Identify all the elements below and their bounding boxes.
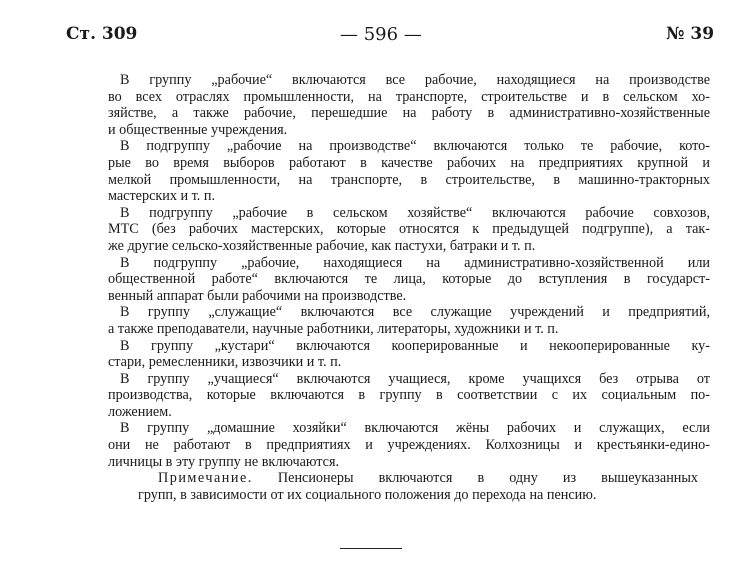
text-line: В группу „домашние хозяйки“ включаются жёны рабочих и служащих, если [120, 420, 710, 437]
text-line: личницы в эту группу не включаются. [108, 453, 340, 470]
text-line: производства, которые включаются в группу в соответствии с их социальным по- [108, 387, 710, 404]
paragraph-administrative-workers [108, 254, 710, 305]
text-line: рые во время выборов работают в качестве рабочих на предприятиях крупной и [108, 154, 710, 171]
text-line: венный аппарат были рабочими на производстве. [108, 287, 407, 304]
text-line: групп, в зависимости от их социального положения до перехода на пенсию. [138, 486, 597, 503]
text-line [158, 470, 698, 487]
text-line: В подгруппу „рабочие, находящиеся на административно-хозяйственной или [120, 254, 710, 271]
column-number: Ст. 309 [66, 24, 138, 44]
text-line: В подгруппу „рабочие в сельском хозяйстве“ включаются рабочие совхозов, [120, 204, 710, 221]
text-line: В группу „рабочие“ включаются все рабочие, находящиеся на производстве [120, 72, 710, 88]
paragraph-production-workers [108, 138, 710, 205]
text-line: ложением. [108, 403, 172, 420]
note-text: Пенсионеры включаются в одну из вышеуказанных [277, 470, 698, 487]
paragraph-employees [108, 304, 710, 337]
footer-divider [340, 548, 402, 549]
paragraph-students [108, 370, 710, 421]
text-line: В группу „учащиеся“ включаются учащиеся, кроме учащихся без отрыва от [120, 370, 710, 387]
document-body [108, 72, 710, 503]
text-line: В группу „служащие“ включаются все служащие учреждений и предприятий, [120, 304, 710, 321]
text-line: общественной работе“ включаются те лица, которые до вступления в государст- [108, 271, 710, 288]
note-label: Примечание. [158, 470, 253, 487]
text-line: В подгруппу „рабочие на производстве“ включаются только те рабочие, кото- [120, 138, 710, 155]
paragraph-artisans [108, 337, 710, 371]
text-line: МТС (без рабочих мастерских, которые относятся к предыдущей подгруппе), а так- [108, 221, 710, 238]
page-header [0, 24, 750, 50]
paragraph-workers [108, 72, 710, 138]
note-paragraph [120, 470, 710, 503]
paragraph-agricultural-workers [108, 204, 710, 255]
text-line: В группу „кустари“ включаются кооперированные и некооперированные ку- [120, 337, 710, 354]
text-line: мастерских и т. п. [108, 188, 215, 205]
text-line: мелкой промышленности, на транспорте, в строительстве, в машинно-тракторных [108, 171, 710, 188]
paragraph-housewives [108, 420, 710, 470]
text-line: и общественные учреждения. [108, 121, 288, 138]
text-line: а также преподаватели, научные работники, литераторы, художники и т. п. [108, 320, 559, 337]
text-line: они не работают в предприятиях и учреждениях. Колхозницы и крестьянки-едино- [108, 437, 710, 454]
page-number: — 596 — [340, 24, 422, 45]
text-line: стари, ремесленники, извозчики и т. п. [108, 354, 342, 371]
text-line: зяйстве, а также рабочие, перешедшие на работу в административно-хозяйственные [108, 105, 710, 122]
text-line: же другие сельско-хозяйственные рабочие, как пастухи, батраки и т. п. [108, 237, 536, 254]
text-line: во всех отраслях промышленности, на транспорте, строительстве и в сельском хо- [108, 88, 710, 105]
document-number: № 39 [666, 24, 715, 44]
